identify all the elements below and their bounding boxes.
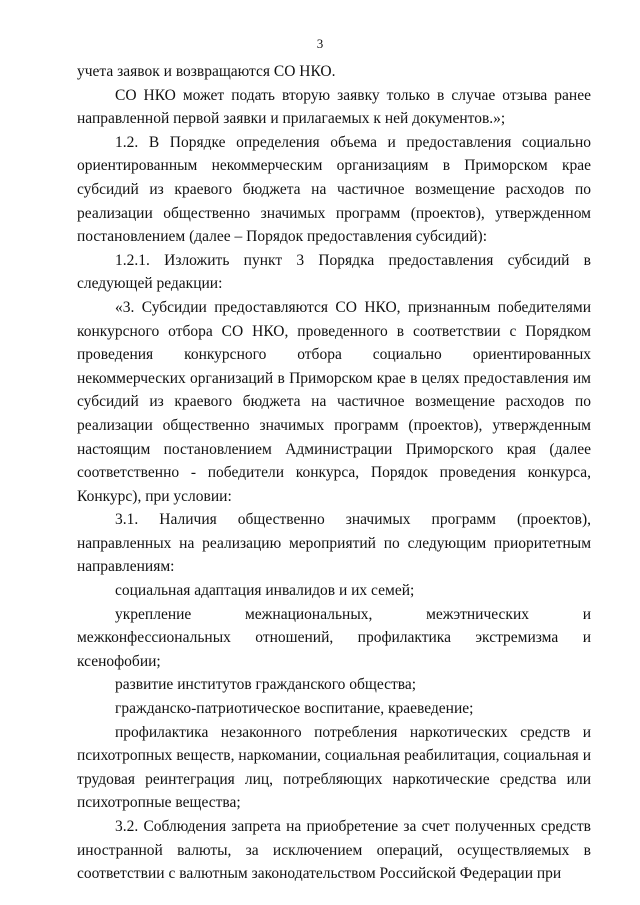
paragraph: учета заявок и возвращаются СО НКО.	[77, 63, 336, 80]
paragraph: развитие институтов гражданского общества;	[115, 676, 417, 694]
paragraph: «3. Субсидии предоставляются СО НКО, признанным победителями конкурсного отбора СО НКО, проведенного в соответствии с Порядком проведения конкурсного отбора социально ориентированных некоммерческих организаций в Приморском крае в целях предоставления им субсидий из краевого бюджета на частичное возмещение расходов по реализации общественно значимых программ (проектов), утвержденным настоящим постановлением Администрации Приморского края (далее соответственно - победители конкурса, Порядок проведения конкурса, Конкурс), при условии:	[77, 298, 591, 505]
paragraph: 3.2. Соблюдения запрета на приобретение за счет полученных средств иностранной валюты, за исключением операций, осуществляемых в соответствии с валютным законодательством Российской Федерации при	[77, 818, 591, 883]
paragraph: гражданско-патриотическое воспитание, краеведение;	[115, 700, 474, 718]
paragraph: профилактика незаконного потребления наркотических средств и психотропных веществ, наркомании, социальная реабилитация, социальная и трудовая реинтеграция лиц, потребляющих наркотические средства или психотропные вещества;	[77, 723, 591, 812]
document-body	[77, 60, 591, 886]
paragraph: 1.2. В Порядке определения объема и предоставления социально ориентированным некоммерческим организациям в Приморском крае субсидий из краевого бюджета на частичное возмещение расходов по реализации общественно значимых программ (проектов), утвержденном постановлением (далее – Порядок предоставления субсидий):	[77, 133, 591, 246]
paragraph: социальная адаптация инвалидов и их семей;	[115, 582, 415, 600]
paragraph: 1.2.1. Изложить пункт 3 Порядка предоставления субсидий в следующей редакции:	[77, 251, 591, 293]
paragraph: укрепление межнациональных, межэтнических и межконфессиональных отношений, профилактика экстремизма и ксенофобии;	[77, 605, 591, 670]
paragraph: 3.1. Наличия общественно значимых программ (проектов), направленных на реализацию мероприятий по следующим приоритетным направлениям:	[77, 511, 591, 576]
paragraph: СО НКО может подать вторую заявку только в случае отзыва ранее направленной первой заявки и прилагаемых к ней документов.»;	[77, 86, 591, 128]
page-number: 3	[316, 36, 324, 51]
